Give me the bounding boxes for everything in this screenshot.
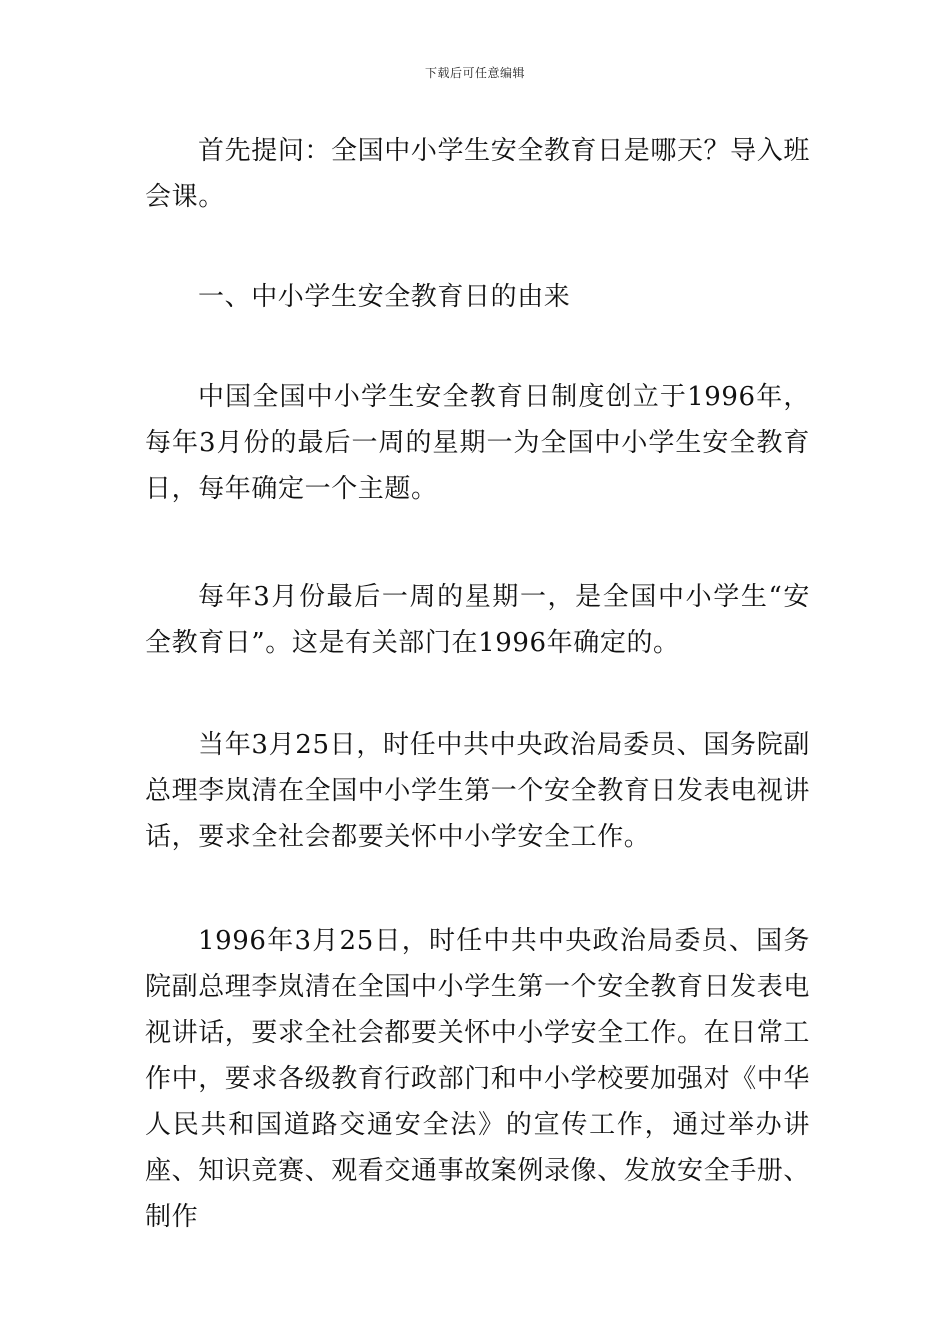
paragraph-speech: 当年3月25日，时任中共中央政治局委员、国务院副总理李岚清在全国中小学生第一个安全教育日发表电视讲话，要求全社会都要关怀中小学安全工作。 bbox=[145, 730, 811, 852]
paragraph-speech-detail: 1996年3月25日，时任中共中央政治局委员、国务院副总理李岚清在全国中小学生第一个安全教育日发表电视讲话，要求全社会都要关怀中小学安全工作。在日常工作中，要求各级教育行政部门和中小学校要加强对《中华人民共和国道路交通安全法》的宣传工作，通过举办讲座、知识竞赛、观看交通事故案例录像、发放安全手册、制作 bbox=[145, 926, 811, 1232]
paragraph-date-explanation: 每年3月份最后一周的星期一，是全国中小学生“安全教育日”。这是有关部门在1996年确定的。 bbox=[145, 582, 810, 658]
section-heading-origin: 一、中小学生安全教育日的由来 bbox=[198, 282, 571, 312]
paragraph-intro-question: 首先提问：全国中小学生安全教育日是哪天？导入班会课。 bbox=[145, 136, 810, 212]
paragraph-founding: 中国全国中小学生安全教育日制度创立于1996年，每年3月份的最后一周的星期一为全国中小学生安全教育日，每年确定一个主题。 bbox=[145, 382, 810, 504]
header-note: 下载后可任意编辑 bbox=[424, 66, 525, 80]
